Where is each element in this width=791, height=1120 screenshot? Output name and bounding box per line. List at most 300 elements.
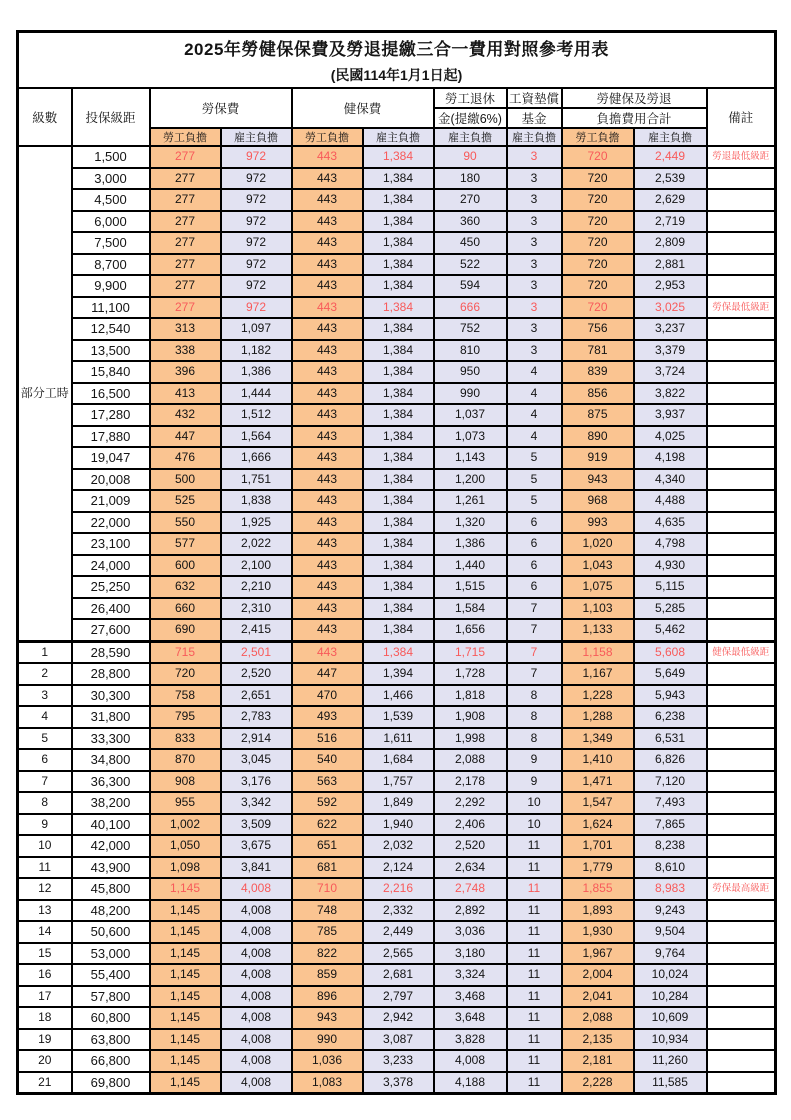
- value-cell: 720: [562, 189, 634, 211]
- group-header-labor-insurance: 勞保費: [150, 88, 292, 128]
- value-cell: 1,838: [221, 490, 292, 512]
- value-cell: 972: [221, 254, 292, 276]
- value-cell: 5,943: [634, 685, 707, 707]
- bracket-cell: 20,008: [72, 469, 150, 491]
- value-cell: 781: [562, 340, 634, 362]
- table-row: [18, 921, 776, 943]
- value-cell: 2,797: [363, 986, 434, 1008]
- remark-cell: [707, 619, 776, 641]
- remark-cell: [707, 383, 776, 405]
- value-cell: 870: [150, 749, 221, 771]
- value-cell: 10,609: [634, 1007, 707, 1029]
- value-cell: 1,384: [363, 383, 434, 405]
- value-cell: 720: [562, 297, 634, 319]
- remark-cell: [707, 900, 776, 922]
- value-cell: 1,564: [221, 426, 292, 448]
- value-cell: 8,983: [634, 878, 707, 900]
- value-cell: 1,050: [150, 835, 221, 857]
- value-cell: 277: [150, 211, 221, 233]
- value-cell: 1,384: [363, 555, 434, 577]
- subheader-pension-employer-burden: 雇主負擔: [434, 128, 507, 146]
- value-cell: 443: [292, 619, 363, 641]
- level-cell: 5: [18, 728, 72, 750]
- value-cell: 2,539: [634, 168, 707, 190]
- value-cell: 2,415: [221, 619, 292, 641]
- value-cell: 972: [221, 232, 292, 254]
- value-cell: 5,462: [634, 619, 707, 641]
- value-cell: 1,384: [363, 318, 434, 340]
- value-cell: 822: [292, 943, 363, 965]
- level-cell: 20: [18, 1050, 72, 1072]
- remark-cell: [707, 857, 776, 879]
- table-subtitle: (民國114年1月1日起): [330, 66, 463, 83]
- remark-cell: [707, 576, 776, 598]
- value-cell: 7,865: [634, 814, 707, 836]
- value-cell: 443: [292, 383, 363, 405]
- value-cell: 2,022: [221, 533, 292, 555]
- value-cell: 4,198: [634, 447, 707, 469]
- value-cell: 1,133: [562, 619, 634, 641]
- col-header-level: 級數: [18, 88, 72, 146]
- value-cell: 622: [292, 814, 363, 836]
- value-cell: 1,384: [363, 211, 434, 233]
- remark-cell: [707, 361, 776, 383]
- value-cell: 972: [221, 168, 292, 190]
- value-cell: 1,925: [221, 512, 292, 534]
- bracket-cell: 22,000: [72, 512, 150, 534]
- bracket-cell: 48,200: [72, 900, 150, 922]
- bracket-cell: 42,000: [72, 835, 150, 857]
- table-row: [18, 490, 776, 512]
- remark-cell: [707, 447, 776, 469]
- table-body: [18, 146, 776, 1094]
- bracket-cell: 12,540: [72, 318, 150, 340]
- value-cell: 1,751: [221, 469, 292, 491]
- value-cell: 4,008: [221, 1072, 292, 1094]
- table-row: [18, 447, 776, 469]
- value-cell: 1,384: [363, 641, 434, 663]
- level-cell: 1: [18, 641, 72, 663]
- table-row: [18, 964, 776, 986]
- value-cell: 1,384: [363, 426, 434, 448]
- value-cell: 8: [507, 685, 562, 707]
- table-row: [18, 771, 776, 793]
- value-cell: 3,378: [363, 1072, 434, 1094]
- remark-cell: [707, 706, 776, 728]
- value-cell: 720: [562, 254, 634, 276]
- value-cell: 443: [292, 598, 363, 620]
- bracket-cell: 1,500: [72, 146, 150, 168]
- value-cell: 9,243: [634, 900, 707, 922]
- value-cell: 1,384: [363, 340, 434, 362]
- value-cell: 5,649: [634, 663, 707, 685]
- value-cell: 1,940: [363, 814, 434, 836]
- value-cell: 550: [150, 512, 221, 534]
- table-row: [18, 792, 776, 814]
- value-cell: 413: [150, 383, 221, 405]
- value-cell: 4,008: [434, 1050, 507, 1072]
- value-cell: 4,025: [634, 426, 707, 448]
- table-row: [18, 1072, 776, 1094]
- value-cell: 4,008: [221, 1007, 292, 1029]
- value-cell: 9,764: [634, 943, 707, 965]
- value-cell: 396: [150, 361, 221, 383]
- value-cell: 7: [507, 641, 562, 663]
- value-cell: 4: [507, 404, 562, 426]
- value-cell: 277: [150, 232, 221, 254]
- value-cell: 2,088: [562, 1007, 634, 1029]
- value-cell: 443: [292, 168, 363, 190]
- value-cell: 516: [292, 728, 363, 750]
- value-cell: 5,285: [634, 598, 707, 620]
- level-cell: 2: [18, 663, 72, 685]
- value-cell: 1,384: [363, 490, 434, 512]
- table-row: [18, 986, 776, 1008]
- value-cell: 2,292: [434, 792, 507, 814]
- bracket-cell: 50,600: [72, 921, 150, 943]
- table-row: [18, 685, 776, 707]
- table-row: [18, 1050, 776, 1072]
- remark-cell: [707, 1050, 776, 1072]
- value-cell: 890: [562, 426, 634, 448]
- remark-cell: [707, 232, 776, 254]
- value-cell: 720: [562, 168, 634, 190]
- value-cell: 10,934: [634, 1029, 707, 1051]
- table-row: [18, 1007, 776, 1029]
- value-cell: 972: [221, 211, 292, 233]
- table-row: [18, 297, 776, 319]
- value-cell: 1,145: [150, 921, 221, 943]
- value-cell: 715: [150, 641, 221, 663]
- value-cell: 2,406: [434, 814, 507, 836]
- value-cell: 443: [292, 555, 363, 577]
- value-cell: 1,320: [434, 512, 507, 534]
- value-cell: 632: [150, 576, 221, 598]
- value-cell: 3,724: [634, 361, 707, 383]
- value-cell: 11: [507, 857, 562, 879]
- value-cell: 313: [150, 318, 221, 340]
- value-cell: 1,384: [363, 146, 434, 168]
- value-cell: 3,675: [221, 835, 292, 857]
- value-cell: 11: [507, 835, 562, 857]
- value-cell: 2,332: [363, 900, 434, 922]
- value-cell: 839: [562, 361, 634, 383]
- value-cell: 1,384: [363, 598, 434, 620]
- value-cell: 1,384: [363, 232, 434, 254]
- value-cell: 1,037: [434, 404, 507, 426]
- value-cell: 972: [221, 297, 292, 319]
- value-cell: 4,798: [634, 533, 707, 555]
- value-cell: 277: [150, 168, 221, 190]
- value-cell: 443: [292, 340, 363, 362]
- value-cell: 3,036: [434, 921, 507, 943]
- table-row: [18, 641, 776, 663]
- value-cell: 2,041: [562, 986, 634, 1008]
- value-cell: 1,410: [562, 749, 634, 771]
- value-cell: 563: [292, 771, 363, 793]
- value-cell: 1,539: [363, 706, 434, 728]
- level-cell: 19: [18, 1029, 72, 1051]
- bracket-cell: 33,300: [72, 728, 150, 750]
- remark-cell: [707, 1072, 776, 1094]
- value-cell: 833: [150, 728, 221, 750]
- value-cell: 1,384: [363, 512, 434, 534]
- remark-cell: [707, 1029, 776, 1051]
- value-cell: 4,008: [221, 964, 292, 986]
- value-cell: 1,440: [434, 555, 507, 577]
- value-cell: 2,032: [363, 835, 434, 857]
- table-title: 2025年勞健保保費及勞退提繳三合一費用對照參考用表: [184, 39, 609, 59]
- value-cell: 3: [507, 340, 562, 362]
- value-cell: 1,145: [150, 878, 221, 900]
- value-cell: 1,849: [363, 792, 434, 814]
- value-cell: 3: [507, 254, 562, 276]
- value-cell: 3,468: [434, 986, 507, 1008]
- table-row: [18, 619, 776, 641]
- bracket-cell: 13,500: [72, 340, 150, 362]
- value-cell: 1,288: [562, 706, 634, 728]
- table-row: [18, 943, 776, 965]
- value-cell: 2,629: [634, 189, 707, 211]
- value-cell: 443: [292, 447, 363, 469]
- value-cell: 2,228: [562, 1072, 634, 1094]
- table-row: [18, 555, 776, 577]
- bracket-cell: 28,800: [72, 663, 150, 685]
- value-cell: 443: [292, 146, 363, 168]
- value-cell: 1,083: [292, 1072, 363, 1094]
- subheader-wage-fund-employer-burden: 雇主負擔: [507, 128, 562, 146]
- value-cell: 8,610: [634, 857, 707, 879]
- bracket-cell: 8,700: [72, 254, 150, 276]
- table-row: [18, 146, 776, 168]
- value-cell: 11: [507, 986, 562, 1008]
- value-cell: 8: [507, 706, 562, 728]
- value-cell: 1,386: [221, 361, 292, 383]
- value-cell: 1,145: [150, 1072, 221, 1094]
- value-cell: 8: [507, 728, 562, 750]
- value-cell: 1,394: [363, 663, 434, 685]
- bracket-cell: 60,800: [72, 1007, 150, 1029]
- bracket-cell: 26,400: [72, 598, 150, 620]
- value-cell: 1,384: [363, 404, 434, 426]
- value-cell: 443: [292, 404, 363, 426]
- value-cell: 3: [507, 189, 562, 211]
- value-cell: 1,145: [150, 1050, 221, 1072]
- value-cell: 1,043: [562, 555, 634, 577]
- value-cell: 443: [292, 469, 363, 491]
- remark-cell: [707, 469, 776, 491]
- value-cell: 1,075: [562, 576, 634, 598]
- level-cell: 3: [18, 685, 72, 707]
- remark-cell: [707, 986, 776, 1008]
- value-cell: 1,349: [562, 728, 634, 750]
- table-row: [18, 814, 776, 836]
- value-cell: 277: [150, 254, 221, 276]
- remark-cell: [707, 189, 776, 211]
- value-cell: 9,504: [634, 921, 707, 943]
- value-cell: 1,384: [363, 275, 434, 297]
- value-cell: 2,942: [363, 1007, 434, 1029]
- value-cell: 11: [507, 943, 562, 965]
- bracket-cell: 66,800: [72, 1050, 150, 1072]
- value-cell: 11: [507, 900, 562, 922]
- value-cell: 447: [150, 426, 221, 448]
- value-cell: 3,087: [363, 1029, 434, 1051]
- value-cell: 3,841: [221, 857, 292, 879]
- level-cell: 15: [18, 943, 72, 965]
- value-cell: 1,384: [363, 254, 434, 276]
- remark-cell: [707, 792, 776, 814]
- value-cell: 277: [150, 189, 221, 211]
- value-cell: 6: [507, 576, 562, 598]
- bracket-cell: 38,200: [72, 792, 150, 814]
- table-row: [18, 663, 776, 685]
- value-cell: 4,635: [634, 512, 707, 534]
- value-cell: 2,100: [221, 555, 292, 577]
- value-cell: 1,779: [562, 857, 634, 879]
- value-cell: 11: [507, 964, 562, 986]
- value-cell: 5,608: [634, 641, 707, 663]
- value-cell: 5: [507, 447, 562, 469]
- group-header-total-line1: 勞健保及勞退: [562, 88, 707, 108]
- value-cell: 1,967: [562, 943, 634, 965]
- table-row: [18, 232, 776, 254]
- table-row: [18, 383, 776, 405]
- value-cell: 1,656: [434, 619, 507, 641]
- value-cell: 594: [434, 275, 507, 297]
- value-cell: 1,684: [363, 749, 434, 771]
- table-row: [18, 318, 776, 340]
- value-cell: 90: [434, 146, 507, 168]
- value-cell: 1,512: [221, 404, 292, 426]
- value-cell: 2,178: [434, 771, 507, 793]
- value-cell: 1,515: [434, 576, 507, 598]
- bracket-cell: 28,590: [72, 641, 150, 663]
- value-cell: 1,002: [150, 814, 221, 836]
- table-row: [18, 576, 776, 598]
- value-cell: 4,008: [221, 943, 292, 965]
- value-cell: 1,261: [434, 490, 507, 512]
- value-cell: 1,098: [150, 857, 221, 879]
- remark-cell: [707, 275, 776, 297]
- value-cell: 600: [150, 555, 221, 577]
- bracket-cell: 40,100: [72, 814, 150, 836]
- value-cell: 666: [434, 297, 507, 319]
- bracket-cell: 31,800: [72, 706, 150, 728]
- value-cell: 1,386: [434, 533, 507, 555]
- value-cell: 908: [150, 771, 221, 793]
- value-cell: 8,238: [634, 835, 707, 857]
- value-cell: 2,216: [363, 878, 434, 900]
- remark-cell: [707, 512, 776, 534]
- value-cell: 11,585: [634, 1072, 707, 1094]
- value-cell: 2,210: [221, 576, 292, 598]
- value-cell: 1,145: [150, 986, 221, 1008]
- value-cell: 3,025: [634, 297, 707, 319]
- remark-cell: [707, 598, 776, 620]
- value-cell: 10: [507, 792, 562, 814]
- remark-cell: [707, 426, 776, 448]
- table-row: [18, 1029, 776, 1051]
- value-cell: 277: [150, 275, 221, 297]
- value-cell: 4: [507, 426, 562, 448]
- table-row: [18, 900, 776, 922]
- value-cell: 3,237: [634, 318, 707, 340]
- value-cell: 2,634: [434, 857, 507, 879]
- bracket-cell: 17,280: [72, 404, 150, 426]
- value-cell: 896: [292, 986, 363, 1008]
- value-cell: 2,449: [634, 146, 707, 168]
- value-cell: 651: [292, 835, 363, 857]
- value-cell: 3: [507, 318, 562, 340]
- table-row: [18, 706, 776, 728]
- value-cell: 1,666: [221, 447, 292, 469]
- value-cell: 1,103: [562, 598, 634, 620]
- value-cell: 2,004: [562, 964, 634, 986]
- value-cell: 443: [292, 254, 363, 276]
- bracket-cell: 69,800: [72, 1072, 150, 1094]
- bracket-cell: 27,600: [72, 619, 150, 641]
- value-cell: 2,651: [221, 685, 292, 707]
- group-header-pension-line1: 勞工退休: [434, 88, 507, 108]
- level-cell: 14: [18, 921, 72, 943]
- value-cell: 2,520: [434, 835, 507, 857]
- table-row: [18, 189, 776, 211]
- value-cell: 4,488: [634, 490, 707, 512]
- table-row: [18, 275, 776, 297]
- value-cell: 11,260: [634, 1050, 707, 1072]
- value-cell: 1,143: [434, 447, 507, 469]
- value-cell: 525: [150, 490, 221, 512]
- value-cell: 2,783: [221, 706, 292, 728]
- value-cell: 443: [292, 318, 363, 340]
- remark-cell: [707, 318, 776, 340]
- value-cell: 1,200: [434, 469, 507, 491]
- value-cell: 5,115: [634, 576, 707, 598]
- value-cell: 11: [507, 1050, 562, 1072]
- group-header-wage-fund-line1: 工資墊償: [507, 88, 562, 108]
- value-cell: 919: [562, 447, 634, 469]
- remark-cell: [707, 835, 776, 857]
- value-cell: 6,238: [634, 706, 707, 728]
- remark-cell: [707, 533, 776, 555]
- group-header-pension-line2: 金(提繳6%): [434, 108, 507, 128]
- value-cell: 3,233: [363, 1050, 434, 1072]
- value-cell: 1,145: [150, 964, 221, 986]
- value-cell: 1,584: [434, 598, 507, 620]
- value-cell: 450: [434, 232, 507, 254]
- value-cell: 7: [507, 663, 562, 685]
- bracket-cell: 6,000: [72, 211, 150, 233]
- group-header-total-line2: 負擔費用合計: [562, 108, 707, 128]
- value-cell: 6: [507, 533, 562, 555]
- value-cell: 476: [150, 447, 221, 469]
- remark-cell: [707, 1007, 776, 1029]
- value-cell: 1,228: [562, 685, 634, 707]
- value-cell: 1,145: [150, 943, 221, 965]
- remark-cell: [707, 663, 776, 685]
- value-cell: 338: [150, 340, 221, 362]
- value-cell: 443: [292, 426, 363, 448]
- value-cell: 1,624: [562, 814, 634, 836]
- value-cell: 3,379: [634, 340, 707, 362]
- value-cell: 6: [507, 512, 562, 534]
- value-cell: 443: [292, 361, 363, 383]
- value-cell: 10: [507, 814, 562, 836]
- value-cell: 859: [292, 964, 363, 986]
- value-cell: 2,914: [221, 728, 292, 750]
- value-cell: 447: [292, 663, 363, 685]
